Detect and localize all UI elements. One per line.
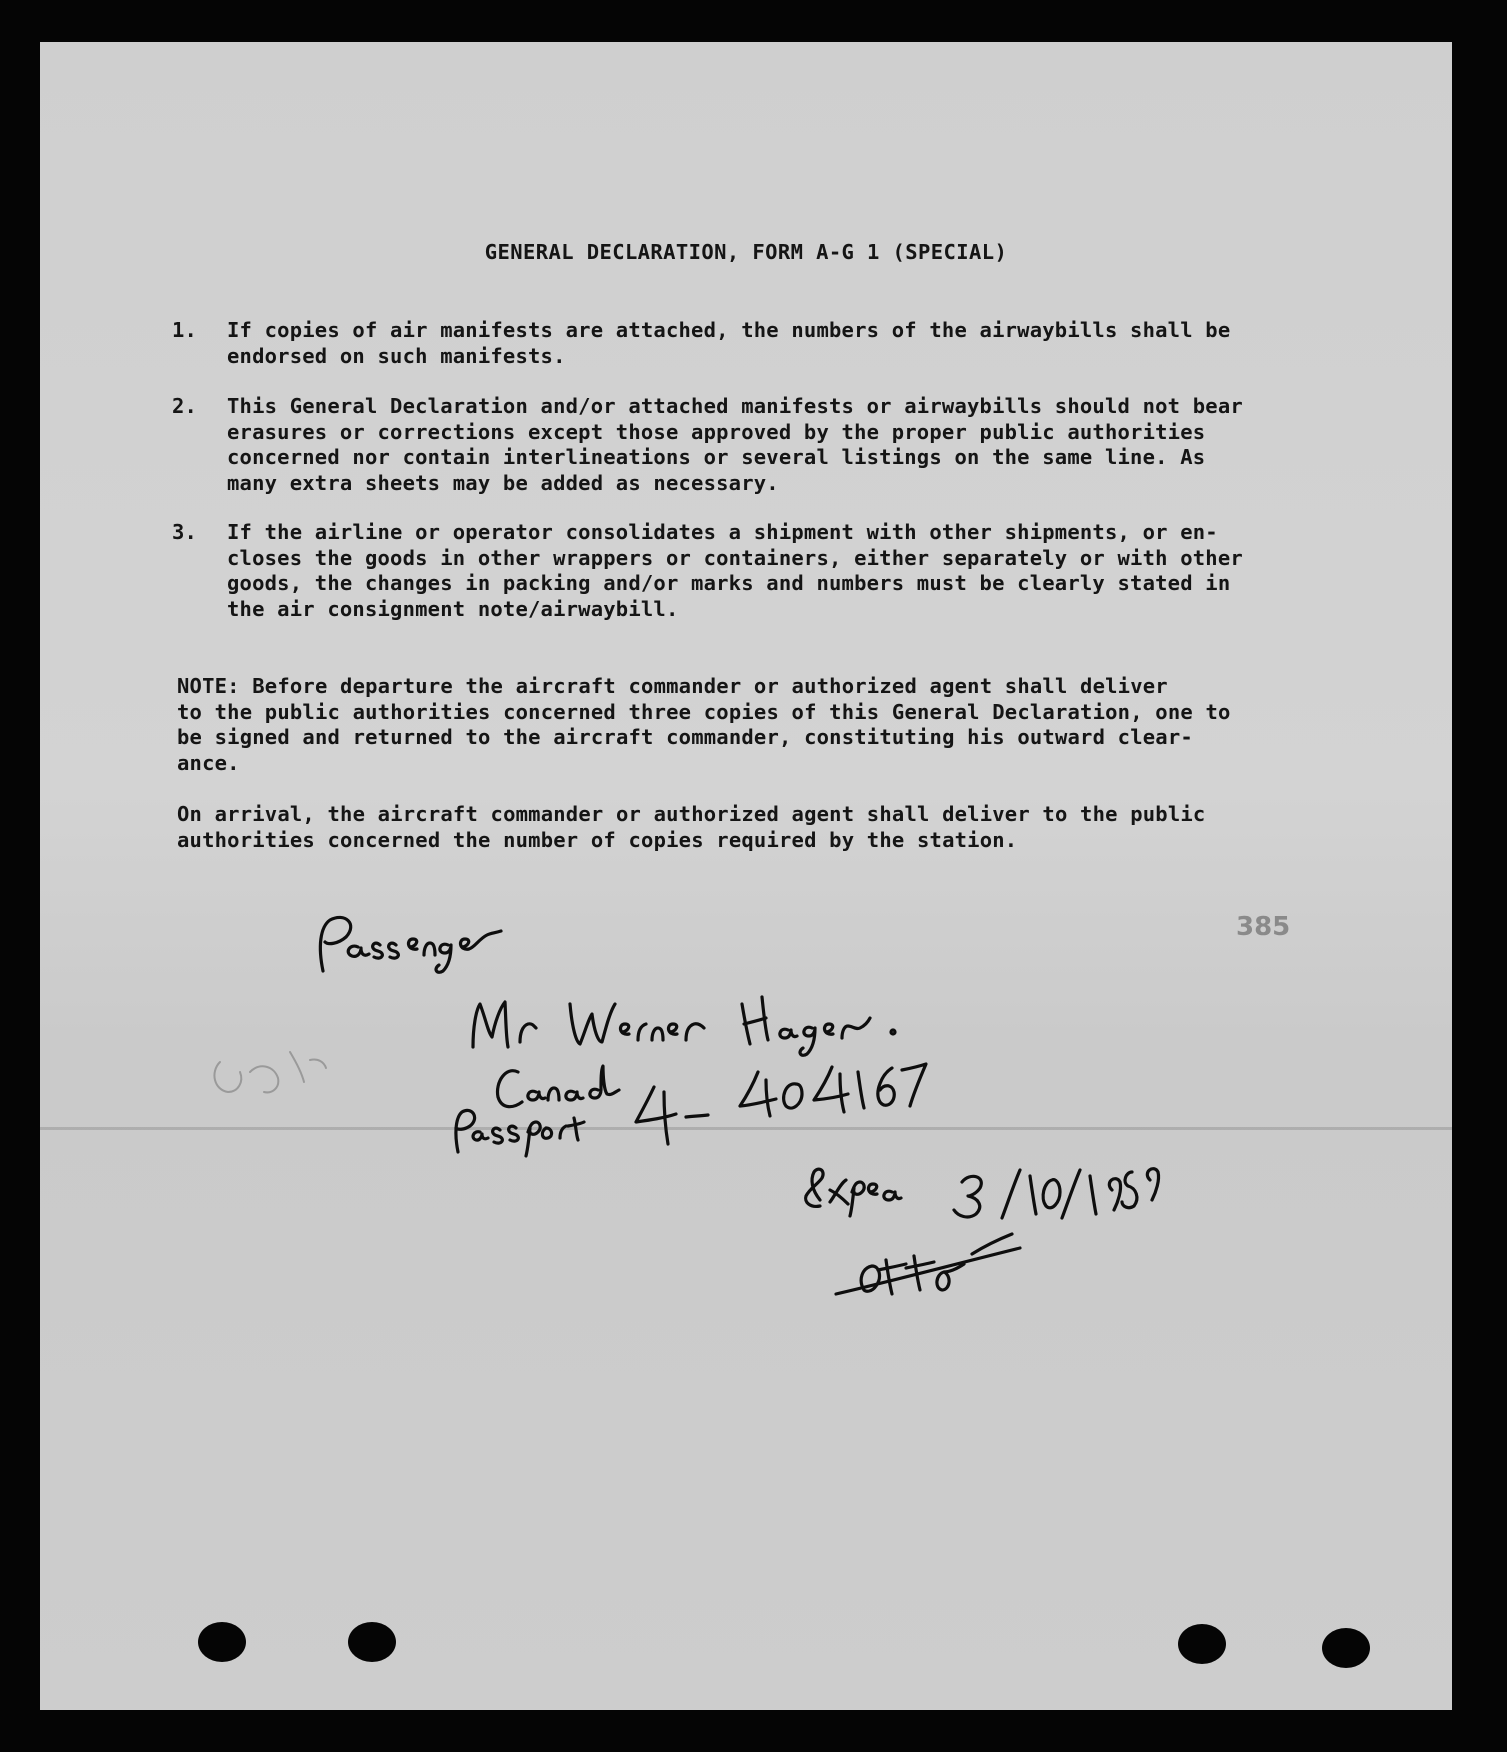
item-number: 1. [172, 318, 198, 342]
handwritten-passenger-name [473, 997, 895, 1055]
stamp-number: 385 [1236, 912, 1291, 942]
handwritten-passport-label [456, 1066, 619, 1156]
handwritten-passport-number [636, 1064, 926, 1144]
handwritten-initials [836, 1234, 1020, 1294]
arrival-note: On arrival, the aircraft commander or authorized agent shall deliver to the public authorities concerned the number of copies required by the station. [177, 802, 1206, 852]
item-text: This General Declaration and/or attached manifests or airwaybills should not bear erasures or corrections except those approved by the proper public authorities concerned nor contain interlineations or several listings on the same line. As many extra sheets may be added as necessary. [227, 394, 1243, 495]
item-text: If copies of air manifests are attached, the numbers of the airwaybills shall be endorsed on such manifests. [227, 318, 1231, 368]
handwritten-expiry-date [806, 1169, 1159, 1218]
document-title: GENERAL DECLARATION, FORM A-G 1 (SPECIAL) [484, 240, 1008, 264]
document-page [40, 42, 1452, 1710]
handwritten-annotations [40, 42, 1452, 1710]
item-text: If the airline or operator consolidates a shipment with other shipments, or en- closes the goods in other wrappers or containers, either separately or with other goods, the changes in packing and/or marks and numbers must be clearly stated in the air consignment note/airwaybill. [227, 520, 1243, 621]
handwritten-passenger-label [320, 917, 501, 972]
punch-holes [198, 1622, 1370, 1668]
item-number: 2. [172, 394, 198, 418]
faint-pencil-marks [214, 1052, 326, 1092]
item-number: 3. [172, 520, 198, 544]
departure-note: NOTE: Before departure the aircraft commander or authorized agent shall deliver to the public authorities concerned three copies of this General Declaration, one to be signed and returned to the aircraft commander, constituting his outward clear- ance. [177, 674, 1231, 775]
